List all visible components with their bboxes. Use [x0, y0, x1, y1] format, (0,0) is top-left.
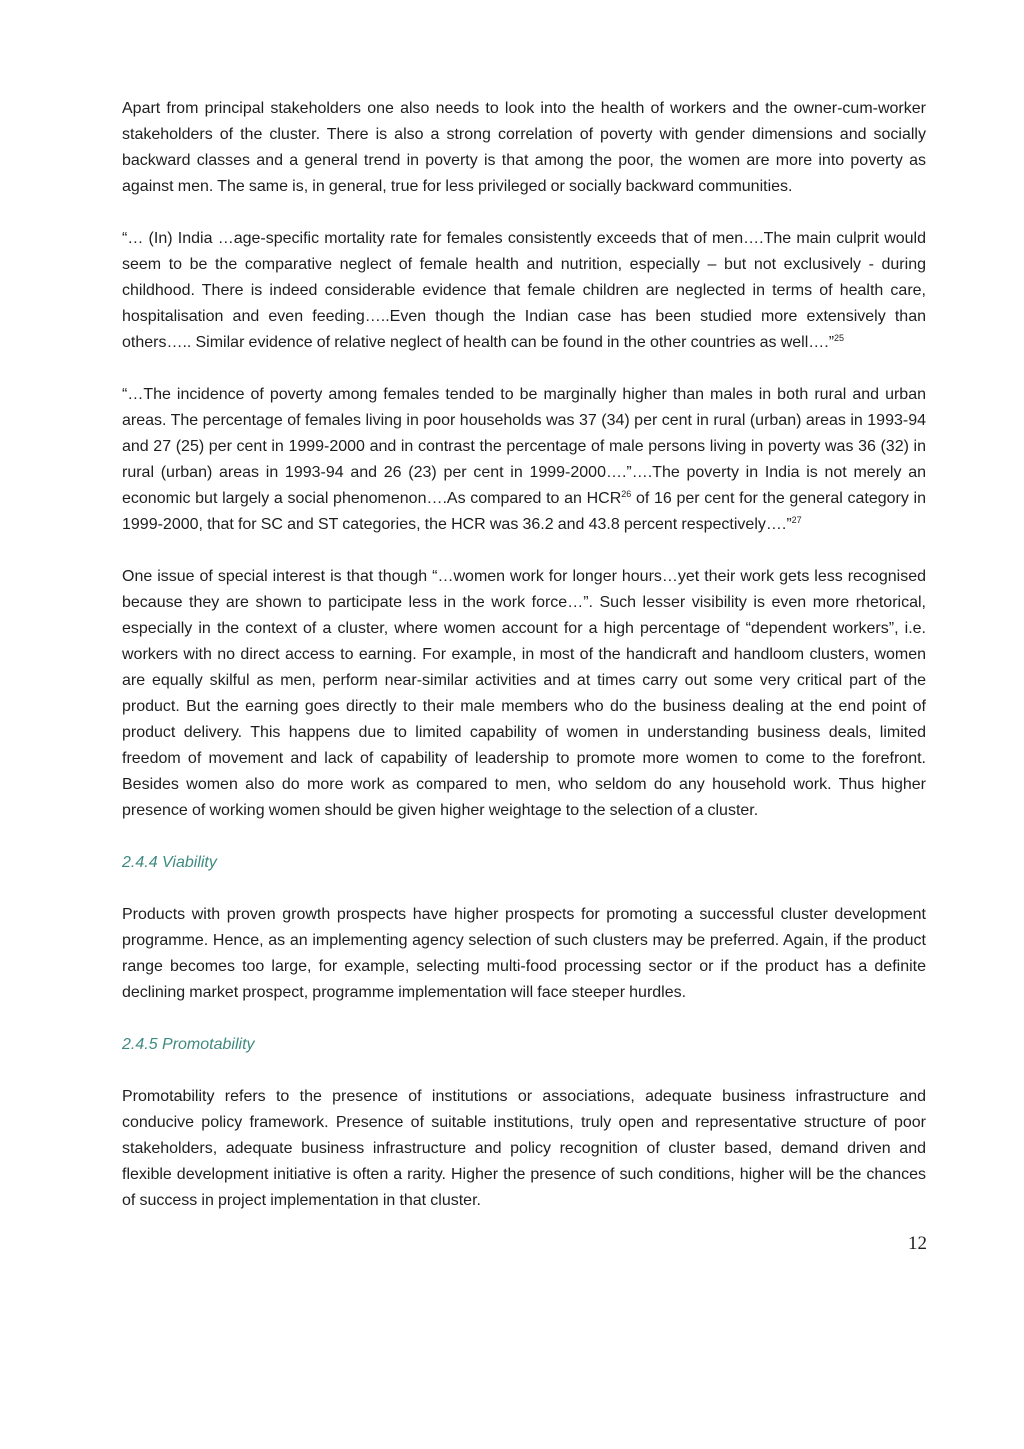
footnote-ref-27: 27 — [791, 515, 802, 525]
quote-text-part-1: “…The incidence of poverty among females tended to be marginally higher than males in both rural and urban areas. The percentage of females living in poor households was 37 (34) per cent in rural (urban) areas in 1993-94 and 27 (25) per cent in 1999-2000 and in contrast the percentage of male persons living in poverty was 36 (32) in rural (urban) areas in 1993-94 and 26 (23) per cent in 1999-2000….”….The poverty in India is not merely an economic but largely a social phenomenon….As compared to an HCR — [122, 386, 926, 507]
paragraph-viability — [122, 902, 926, 1006]
quote-poverty-incidence — [122, 382, 926, 538]
document-page — [122, 96, 926, 1240]
quote-text-part-2: of 16 per cent for the general category in 1999-2000, that for SC and ST categories, the HCR was 36.2 and 43.8 percent respectively….” — [122, 490, 926, 533]
section-heading-promotability: 2.4.5 Promotability — [122, 1036, 255, 1053]
footnote-ref-26: 26 — [621, 489, 632, 499]
paragraph-women-work — [122, 564, 926, 824]
paragraph-text: Products with proven growth prospects have higher prospects for promoting a successful cluster development programme. Hence, as an implementing agency selection of such clusters may be preferred. Again, if the product range becomes too large, for example, selecting multi-food processing sector or if the product has a definite declining market prospect, programme implementation will face steeper hurdles. — [122, 906, 926, 1001]
section-heading-viability: 2.4.4 Viability — [122, 854, 217, 871]
page-number: 12 — [908, 1233, 927, 1254]
paragraph-promotability — [122, 1084, 926, 1214]
paragraph-text: One issue of special interest is that though “…women work for longer hours…yet their work gets less recognised because they are shown to participate less in the work force…”. Such lesser visibility is even more rhetorical, especially in the context of a cluster, where women account for a high percentage of “dependent workers”, i.e. workers with no direct access to earning. For example, in most of the handicraft and handloom clusters, women are equally skilful as men, perform near-similar activities and at times carry out some very critical part of the product. But the earning goes directly to their male members who do the business dealing at the end point of product delivery. This happens due to limited capability of women in understanding business deals, limited freedom of movement and lack of capability of leadership to promote more women to come to the forefront. Besides women also do more work as compared to men, who seldom do any household work. Thus higher presence of working women should be given higher weightage to the selection of a cluster. — [122, 568, 926, 819]
paragraph-text: Promotability refers to the presence of institutions or associations, adequate business infrastructure and conducive policy framework. Presence of suitable institutions, truly open and representative structure of poor stakeholders, adequate business infrastructure and policy recognition of cluster based, demand driven and flexible development initiative is often a rarity. Higher the presence of such conditions, higher will be the chances of success in project implementation in that cluster. — [122, 1088, 926, 1209]
paragraph-text: Apart from principal stakeholders one also needs to look into the health of workers and the owner-cum-worker stakeholders of the cluster. There is also a strong correlation of poverty with gender dimensions and socially backward classes and a general trend in poverty is that among the poor, the women are more into poverty as against men. The same is, in general, true for less privileged or socially backward communities. — [122, 100, 926, 195]
quote-text: “… (In) India …age-specific mortality rate for females consistently exceeds that of men….The main culprit would seem to be the comparative neglect of female health and nutrition, especially – but not exclusively - during childhood. There is indeed considerable evidence that female children are neglected in terms of health care, hospitalisation and even feeding…..Even though the Indian case has been studied more extensively than others….. Similar evidence of relative neglect of health can be found in the other countries as well….” — [122, 230, 926, 351]
footnote-ref-25: 25 — [834, 333, 845, 343]
paragraph-health-of-workers — [122, 96, 926, 200]
quote-mortality-rate — [122, 226, 926, 356]
